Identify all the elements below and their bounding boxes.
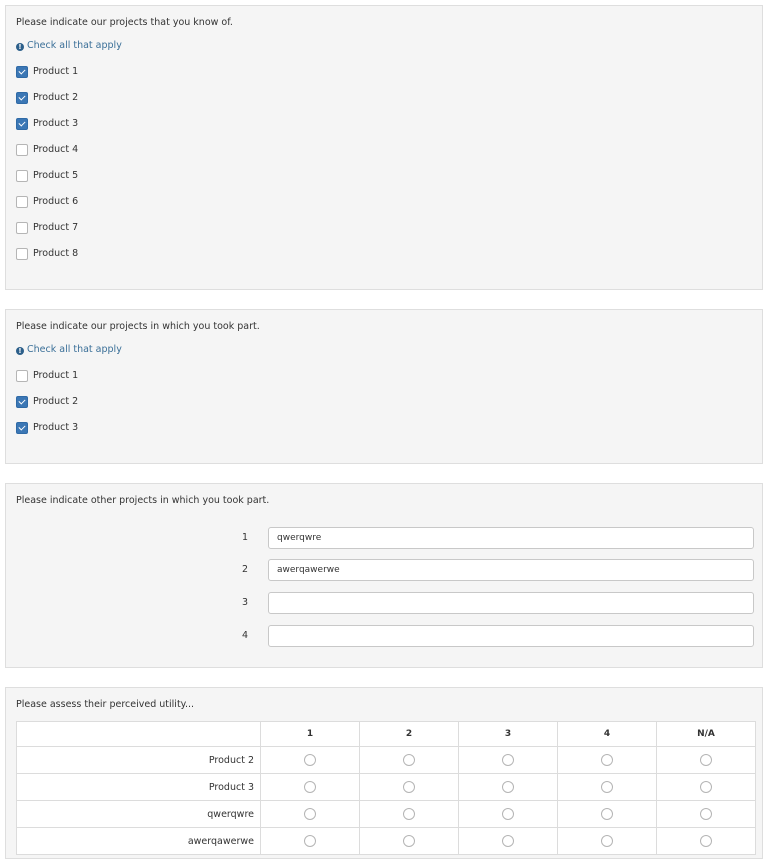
grid-radio-cell [459, 828, 558, 855]
utility-grid [16, 721, 756, 855]
question-panel-utility-grid [5, 687, 763, 859]
rating-radio[interactable] [700, 835, 712, 847]
grid-radio-cell [657, 747, 756, 774]
hint-text: Check all that apply [27, 40, 122, 51]
grid-row [17, 828, 756, 855]
project-text-input[interactable]: qwerqwre [268, 527, 754, 549]
rating-radio[interactable] [601, 808, 613, 820]
option-checkbox[interactable] [16, 118, 28, 130]
hint [16, 344, 122, 356]
question-text: Please indicate other projects in which you took part. [16, 495, 270, 506]
rating-radio[interactable] [304, 808, 316, 820]
rating-radio[interactable] [502, 781, 514, 793]
option-label: Product 5 [33, 170, 79, 181]
entry-number: 1 [241, 532, 248, 543]
rating-radio[interactable] [403, 808, 415, 820]
option-label: Product 7 [33, 222, 79, 233]
option-checkbox[interactable] [16, 92, 28, 104]
grid-radio-cell [657, 828, 756, 855]
grid-radio-cell [360, 774, 459, 801]
entry-number: 3 [241, 597, 248, 608]
rating-radio[interactable] [502, 754, 514, 766]
option-checkbox[interactable] [16, 396, 28, 408]
option-checkbox[interactable] [16, 248, 28, 260]
grid-row-label: Product 3 [17, 774, 261, 801]
grid-radio-cell [558, 801, 657, 828]
rating-radio[interactable] [304, 835, 316, 847]
question-text: Please indicate our projects in which you took part. [16, 321, 260, 332]
hint-text: Check all that apply [27, 344, 122, 355]
grid-radio-cell [360, 747, 459, 774]
option-checkbox[interactable] [16, 66, 28, 78]
rating-radio[interactable] [304, 781, 316, 793]
rating-radio[interactable] [403, 835, 415, 847]
grid-radio-cell [558, 747, 657, 774]
rating-radio[interactable] [304, 754, 316, 766]
grid-radio-cell [261, 801, 360, 828]
option-checkbox[interactable] [16, 422, 28, 434]
grid-radio-cell [360, 801, 459, 828]
grid-column-header: 4 [558, 722, 657, 747]
rating-radio[interactable] [601, 754, 613, 766]
grid-radio-cell [459, 801, 558, 828]
grid-column-header: N/A [657, 722, 756, 747]
option-label: Product 3 [33, 422, 79, 433]
hint [16, 40, 122, 52]
option-checkbox[interactable] [16, 144, 28, 156]
option-checkbox[interactable] [16, 370, 28, 382]
grid-row-label: Product 2 [17, 747, 261, 774]
grid-corner [17, 722, 261, 747]
grid-column-header: 2 [360, 722, 459, 747]
info-icon: ! [16, 347, 24, 355]
option-label: Product 4 [33, 144, 79, 155]
project-text-input[interactable] [268, 625, 754, 647]
option-label: Product 2 [33, 92, 79, 103]
rating-radio[interactable] [700, 754, 712, 766]
grid-radio-cell [459, 747, 558, 774]
option-label: Product 1 [33, 370, 79, 381]
grid-radio-cell [459, 774, 558, 801]
grid-column-header: 1 [261, 722, 360, 747]
grid-radio-cell [558, 828, 657, 855]
grid-radio-cell [261, 828, 360, 855]
option-label: Product 2 [33, 396, 79, 407]
rating-radio[interactable] [601, 781, 613, 793]
rating-radio[interactable] [700, 781, 712, 793]
grid-row [17, 747, 756, 774]
info-icon: ! [16, 43, 24, 51]
entry-number: 4 [241, 630, 248, 641]
grid-row-label: awerqawerwe [17, 828, 261, 855]
grid-radio-cell [360, 828, 459, 855]
question-text: Please assess their perceived utility... [16, 699, 194, 710]
rating-radio[interactable] [601, 835, 613, 847]
grid-column-header: 3 [459, 722, 558, 747]
rating-radio[interactable] [502, 808, 514, 820]
rating-radio[interactable] [403, 754, 415, 766]
option-checkbox[interactable] [16, 222, 28, 234]
question-panel-known-projects [5, 5, 763, 290]
rating-radio[interactable] [700, 808, 712, 820]
grid-radio-cell [657, 774, 756, 801]
option-label: Product 6 [33, 196, 79, 207]
grid-radio-cell [261, 774, 360, 801]
question-text: Please indicate our projects that you know of. [16, 17, 233, 28]
option-checkbox[interactable] [16, 196, 28, 208]
grid-row-label: qwerqwre [17, 801, 261, 828]
entry-number: 2 [241, 564, 248, 575]
project-text-input[interactable]: awerqawerwe [268, 559, 754, 581]
grid-row [17, 774, 756, 801]
question-panel-other-projects [5, 483, 763, 668]
rating-radio[interactable] [502, 835, 514, 847]
option-label: Product 1 [33, 66, 79, 77]
option-label: Product 8 [33, 248, 79, 259]
grid-radio-cell [261, 747, 360, 774]
option-label: Product 3 [33, 118, 79, 129]
grid-radio-cell [657, 801, 756, 828]
grid-row [17, 801, 756, 828]
question-panel-participated-projects [5, 309, 763, 464]
rating-radio[interactable] [403, 781, 415, 793]
option-checkbox[interactable] [16, 170, 28, 182]
grid-radio-cell [558, 774, 657, 801]
project-text-input[interactable] [268, 592, 754, 614]
